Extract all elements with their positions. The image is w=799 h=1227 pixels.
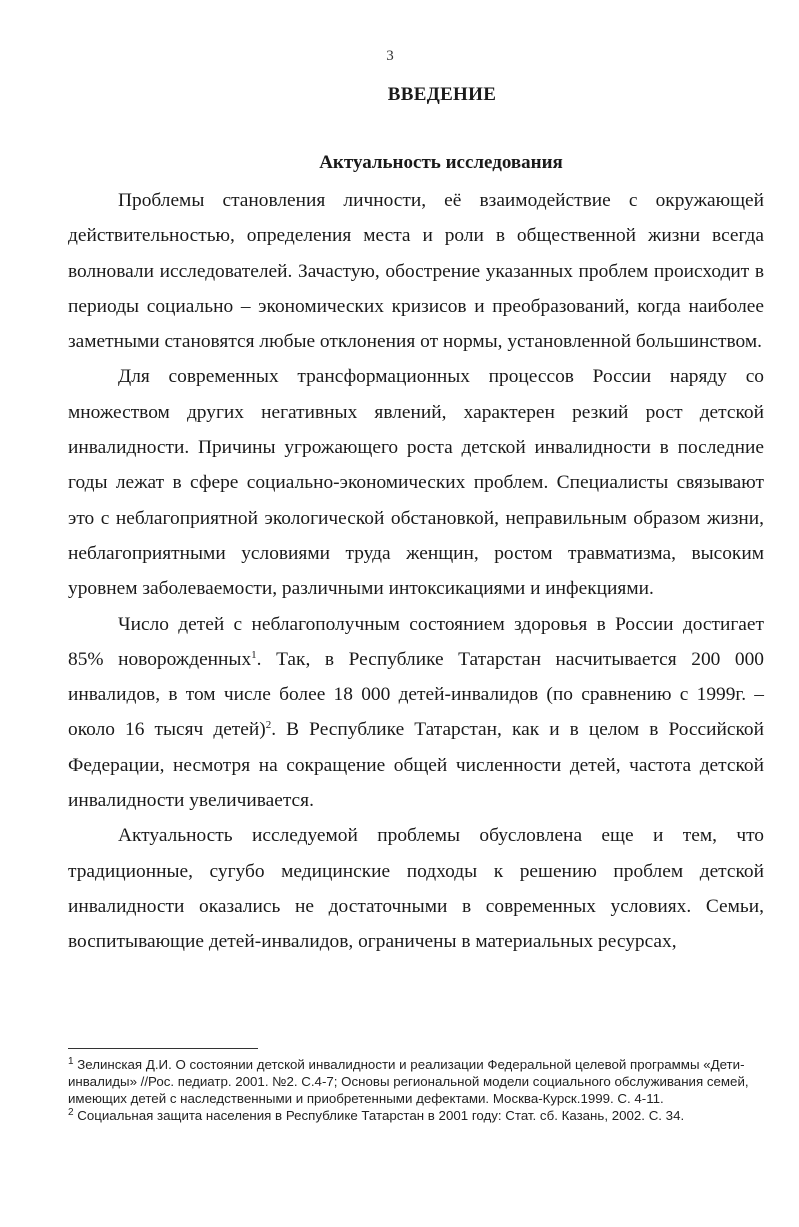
paragraph-2: Для современных трансформационных процессов России наряду со множеством других негативных явлений, характерен резкий рост детской инвалидности. Причины угрожающего роста детской инвалидности в последние годы лежат в сфере социально-экономических проблем. Специалисты связывают это с неблагоприятной экологической обстановкой, неправильным образом жизни, неблагоприятными условиями труда женщин, ростом травматизма, высоким уровнем заболеваемости, различными интоксикациями и инфекциями. — [68, 366, 764, 600]
page-number: 3 — [386, 48, 394, 64]
footnote-divider — [68, 1048, 258, 1049]
footnote-1 — [68, 1056, 764, 1107]
footnote-mark-1: 1 — [68, 1056, 74, 1067]
footnotes — [68, 1056, 764, 1124]
body-text — [68, 183, 764, 960]
paragraph-4: Актуальность исследуемой проблемы обусловлена еще и тем, что традиционные, сугубо медицинские подходы к решению проблем детской инвалидности оказались не достаточными в современных условиях. Семьи, воспитывающие детей-инвалидов, ограничены в материальных ресурсах, — [68, 825, 764, 953]
chapter-title: ВВЕДЕНИЕ — [387, 84, 497, 105]
footnote-2-text: Социальная защита населения в Республике Татарстан в 2001 году: Стат. сб. Казань, 2002. С. 34. — [73, 1108, 685, 1123]
paragraph-3-part-b: . Так, в Республике Татарстан насчитывается 200 000 инвалидов, в том числе более 18 000 детей-инвалидов (по сравнению с 1999г. – около 16 тысяч детей) — [68, 648, 765, 741]
paragraph-3-part-c: . В Республике Татарстан, как и в целом в Российской Федерации, несмотря на сокращение общей численности детей, частота детской инвалидности увеличивается. — [68, 719, 765, 812]
footnote-1-text: Зелинская Д.И. О состоянии детской инвалидности и реализации Федеральной целевой программы «Дети-инвалиды» //Рос. педиатр. 2001. №2. С.4-7; Основы региональной модели социального обслуживания семей, имеющих детей с наследственными и приобретенными дефектами. Москва-Курск.1999. С. 4-11. — [68, 1057, 749, 1106]
footnote-ref-1: 1 — [251, 648, 257, 661]
section-title: Актуальность исследования — [319, 152, 563, 173]
paragraph-3-part-a: Число детей с неблагополучным состоянием здоровья в России достигает 85% новорожденных — [68, 613, 764, 670]
paragraph-3 — [68, 607, 764, 819]
footnote-ref-2: 2 — [265, 719, 272, 732]
footnote-mark-2: 2 — [68, 1107, 74, 1118]
footnote-2 — [68, 1107, 764, 1124]
paragraph-1: Проблемы становления личности, её взаимодействие с окружающей действительностью, определения места и роли в общественной жизни всегда волновали исследователей. Зачастую, обострение указанных проблем происходит в периоды социально – экономических кризисов и преобразований, когда наиболее заметными становятся любые отклонения от нормы, установленной большинством. — [68, 190, 764, 353]
